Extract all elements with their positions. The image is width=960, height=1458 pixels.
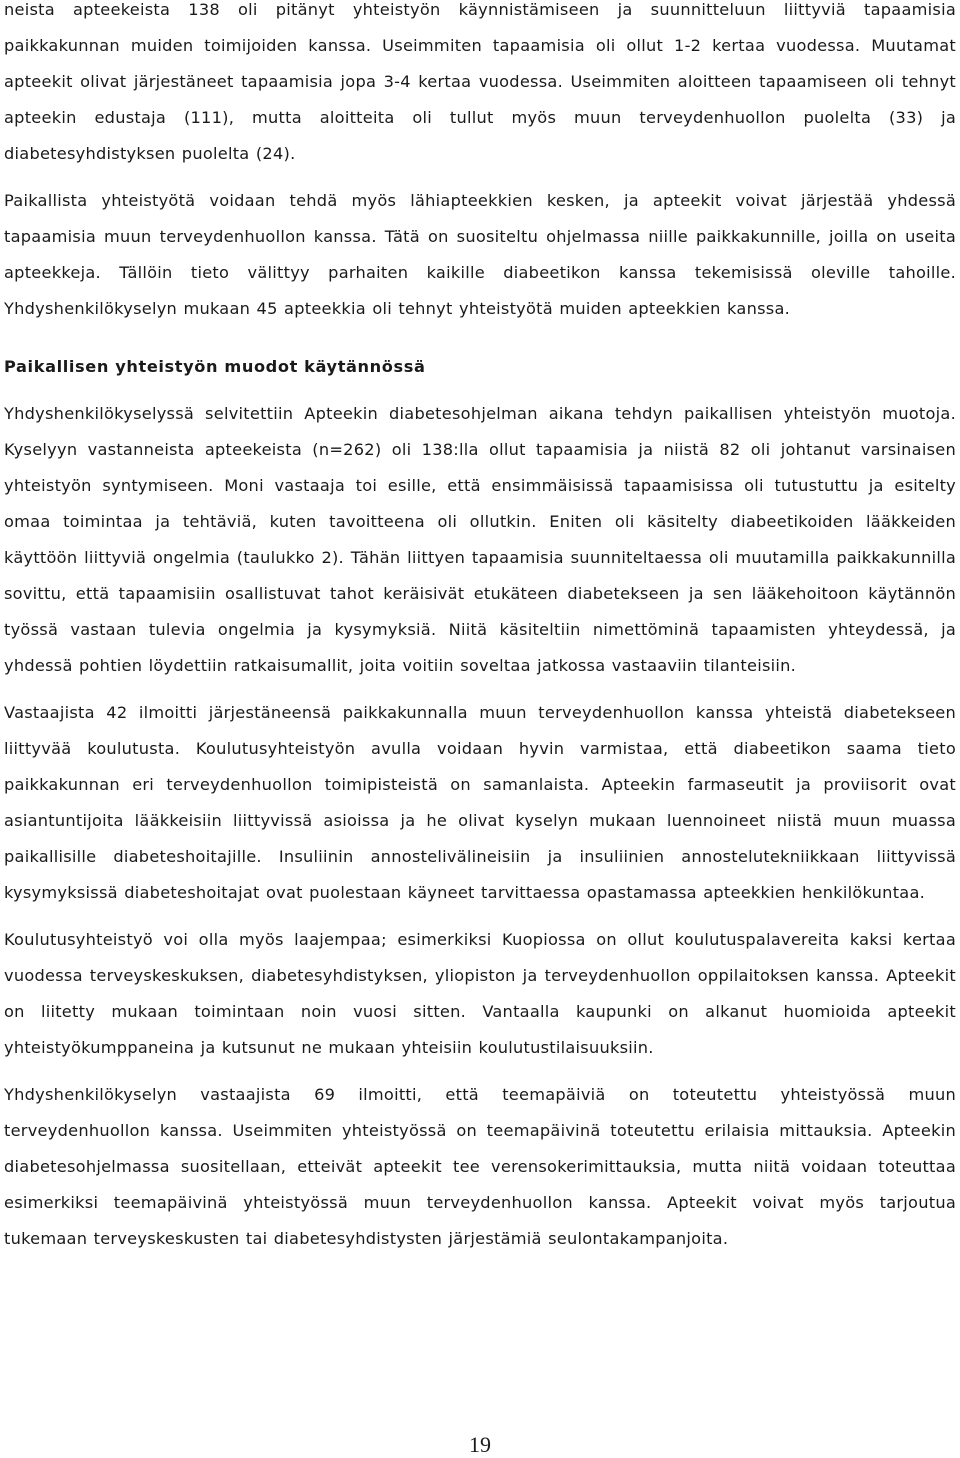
paragraph-wider-training: Koulutusyhteistyö voi olla myös laajempaa; esimerkiksi Kuopiossa on ollut koulutuspalavereita kaksi kertaa vuodessa terveyskeskuksen, diabetesyhdistyksen, yliopiston ja terveydenhuollon oppilaitoksen kanssa. Apteekit on liitetty mukaan toimintaan noin vuosi sitten. Vantaalla kaupunki on alkanut huomioida apteekit yhteistyökumppaneina ja kutsunut ne mukaan yhteisiin koulutustilaisuuksiin. — [4, 930, 956, 1057]
page-number: 19 — [469, 1432, 491, 1457]
paragraph-training: Vastaajista 42 ilmoitti järjestäneensä paikkakunnalla muun terveydenhuollon kanssa yhteistä diabetekseen liittyvää koulutusta. Koulutusyhteistyön avulla voidaan hyvin varmistaa, että diabeetikon saama tieto paikkakunnan eri terveydenhuollon toimipisteistä on samanlaista. Apteekin farmaseutit ja proviisorit ovat asiantuntijoita lääkkeisiin liittyvissä asioissa ja he olivat kyselyn mukaan luennoineet niistä muun muassa paikallisille diabeteshoitajille. Insuliinin annostelivälineisiin ja insuliinien annostelutekniikkaan liittyvissä kysymyksissä diabeteshoitajat ovat puolestaan käyneet tarvittaessa opastamassa apteekkien henkilökuntaa. — [4, 703, 956, 902]
paragraph-theme-days: Yhdyshenkilökyselyn vastaajista 69 ilmoitti, että teemapäiviä on toteutettu yhteistyössä muun terveydenhuollon kanssa. Useimmiten yhteistyössä on teemapäivinä toteutettu erilaisia mittauksia. Apteekin diabetesohjelmassa suositellaan, etteivät apteekit tee verensokerimittauksia, mutta niitä voidaan toteuttaa esimerkiksi teemapäivinä yhteistyössä muun terveydenhuollon kanssa. Apteekit voivat myös tarjoutua tukemaan terveyskeskusten tai diabetesyhdistysten järjestämiä seulontakampanjoita. — [4, 1085, 956, 1248]
paragraph-pharmacy-cooperation: Paikallista yhteistyötä voidaan tehdä myös lähiapteekkien kesken, ja apteekit voivat järjestää yhdessä tapaamisia muun terveydenhuollon kanssa. Tätä on suositeltu ohjelmassa niille paikkakunnille, joilla on useita apteekkeja. Tällöin tieto välittyy parhaiten kaikille diabeetikon kanssa tekemisissä oleville tahoille. Yhdyshenkilökyselyn mukaan 45 apteekkia oli tehnyt yhteistyötä muiden apteekkien kanssa. — [4, 191, 956, 318]
section-heading: Paikallisen yhteistyön muodot käytännössä — [4, 357, 426, 376]
paragraph-cooperation-forms: Yhdyshenkilökyselyssä selvitettiin Apteekin diabetesohjelman aikana tehdyn paikallisen yhteistyön muotoja. Kyselyyn vastanneista apteekeista (n=262) oli 138:lla ollut tapaamisia ja niistä 82 oli johtanut varsinaisen yhteistyön syntymiseen. Moni vastaaja toi esille, että ensimmäisissä tapaamisissa oli tutustuttu ja esitelty omaa toimintaa ja tehtäviä, kuten tavoitteena oli ollutkin. Eniten oli käsitelty diabeetikoiden lääkkeiden käyttöön liittyviä ongelmia (taulukko 2). Tähän liittyen tapaamisia suunniteltaessa oli muutamilla paikkakunnilla sovittu, että tapaamisiin osallistuvat tahot keräisivät etukäteen diabetekseen ja sen lääkehoitoon käytännön työssä vastaan tulevia ongelmia ja kysymyksiä. Niitä käsiteltiin nimettöminä tapaamisten yhteydessä, ja yhdessä pohtien löydettiin ratkaisumallit, joita voitiin soveltaa jatkossa vastaaviin tilanteisiin. — [4, 404, 956, 675]
paragraph-meetings: neista apteekeista 138 oli pitänyt yhteistyön käynnistämiseen ja suunnitteluun liittyviä tapaamisia paikkakunnan muiden toimijoiden kanssa. Useimmiten tapaamisia oli ollut 1-2 kertaa vuodessa. Muutamat apteekit olivat järjestäneet tapaamisia jopa 3-4 kertaa vuodessa. Useimmiten aloitteen tapaamiseen oli tehnyt apteekin edustaja (111), mutta aloitteita oli tullut myös muun terveydenhuollon puolelta (33) ja diabetesyhdistyksen puolelta (24). — [4, 0, 956, 163]
